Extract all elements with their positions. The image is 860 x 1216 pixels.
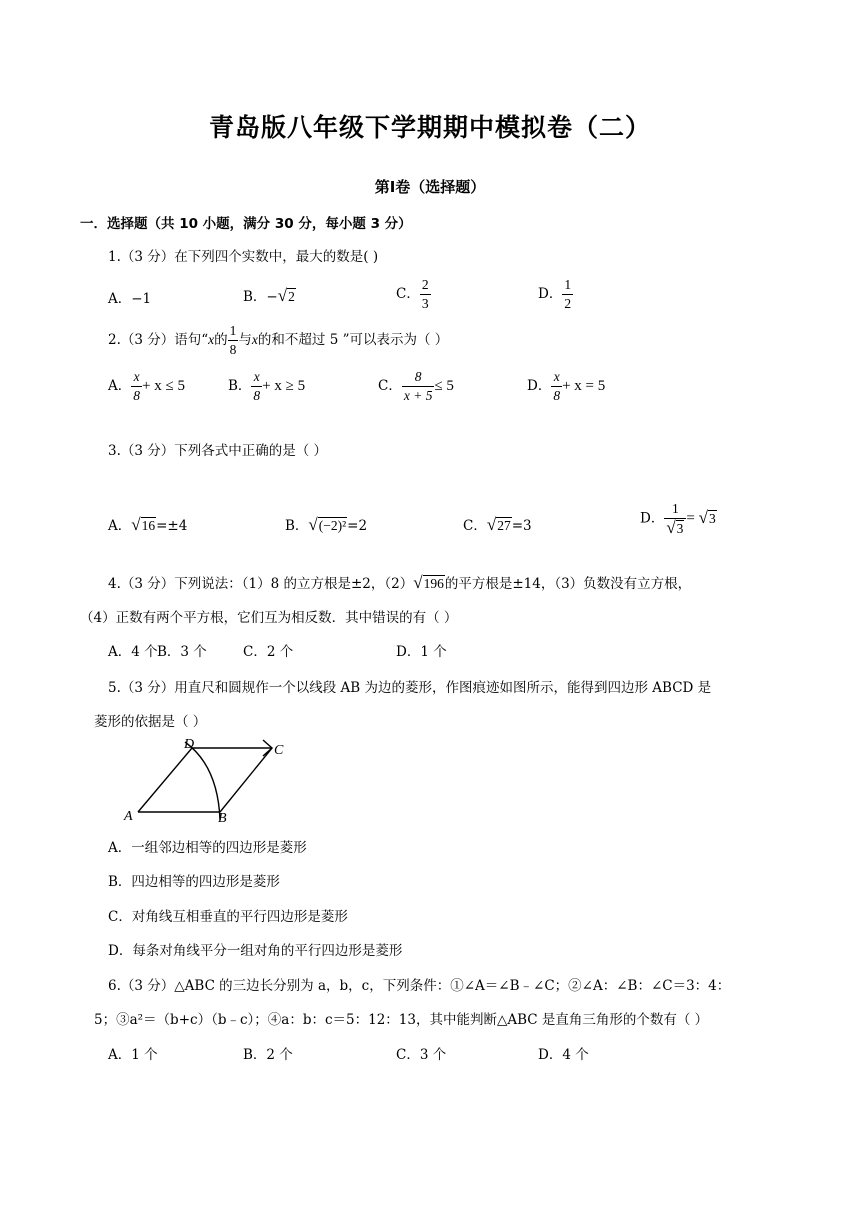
q3-option-c: C．√27=3 xyxy=(463,515,532,534)
label-c: C xyxy=(274,743,284,758)
q1-option-c: C． $\frac{2}{3}$ xyxy=(396,277,429,311)
segment-ad xyxy=(138,748,192,812)
q1-option-a: A．−1 xyxy=(108,291,152,307)
q5-line2: 菱形的依据是（ ） xyxy=(94,714,207,730)
q3-stem: 3.（3 分）下列各式中正确的是（ ） xyxy=(108,443,328,459)
q1-option-d: D． $\frac{1}{2}$ xyxy=(538,277,572,311)
segment-bc xyxy=(220,748,272,812)
q4-option-b: B．3 个 xyxy=(157,644,207,660)
q2-option-d: D． $\frac{x}{8}$ + x = 5 xyxy=(527,369,606,403)
q2-option-b: B． $\frac{x}{8}$ + x ≥ 5 xyxy=(228,369,306,403)
q4-option-d: D．1 个 xyxy=(396,644,447,660)
label-a: A xyxy=(124,809,133,824)
q6-line2: 5；③a²＝（b+c）（b﹣c）；④a：b：c＝5：12：13，其中能判断△ABC 是直角三角形的个数有（ ） xyxy=(94,1012,709,1028)
compass-arc-bd xyxy=(185,742,220,820)
q1-option-b: B．−√2 xyxy=(243,286,295,305)
q3-option-b: B．√(−2)²=2 xyxy=(285,515,368,534)
rhombus-construction-figure xyxy=(120,736,290,826)
q3-option-a: A．√16=±4 xyxy=(108,515,188,534)
label-d: D xyxy=(184,737,195,752)
q5-option-b: B．四边相等的四边形是菱形 xyxy=(108,874,280,890)
q1-stem: 1.（3 分）在下列四个实数中，最大的数是( ) xyxy=(108,249,379,265)
q4-option-c: C．2 个 xyxy=(243,644,294,660)
q4-line1: 4.（3 分）下列说法：（1）8 的立方根是±2，（2）√196的平方根是±14，（3）负数没有立方根， xyxy=(108,573,692,592)
q4-option-a: A．4 个 xyxy=(108,644,158,660)
q5-line1: 5.（3 分）用直尺和圆规作一个以线段 AB 为边的菱形，作图痕迹如图所示，能得到四边形 ABCD 是 xyxy=(108,680,712,696)
q2-option-c: C． $\frac{8}{x + 5}$ ≤ 5 xyxy=(378,369,454,403)
q5-option-d: D．每条对角线平分一组对角的平行四边形是菱形 xyxy=(108,943,403,959)
volume-label: 第Ⅰ卷（选择题） xyxy=(374,178,486,196)
label-b: B xyxy=(218,811,227,826)
q6-option-a: A．1 个 xyxy=(108,1047,158,1063)
q2-option-a: A． $\frac{x}{8}$ + x ≤ 5 xyxy=(108,369,185,403)
q6-option-c: C．3 个 xyxy=(396,1047,447,1063)
q6-option-d: D．4 个 xyxy=(538,1047,589,1063)
page-title: 青岛版八年级下学期期中模拟卷（二） xyxy=(208,113,651,142)
q6-option-b: B．2 个 xyxy=(243,1047,293,1063)
section-heading: 一．选择题（共 10 小题，满分 30 分，每小题 3 分） xyxy=(80,216,412,232)
q6-line1: 6.（3 分）△ABC 的三边长分别为 a，b，c，下列条件：①∠A＝∠B﹣∠C；②∠A：∠B：∠C＝3：4： xyxy=(108,978,731,994)
q3-option-d: D． $\frac{1}{√3}$ = √3 xyxy=(640,501,716,537)
q4-line2: （4）正数有两个平方根，它们互为相反数．其中错误的有（ ） xyxy=(80,610,458,626)
q5-option-a: A．一组邻边相等的四边形是菱形 xyxy=(108,840,307,856)
q5-option-c: C．对角线互相垂直的平行四边形是菱形 xyxy=(108,909,348,925)
q2-stem: 2.（3 分）语句“x的 $\frac{1}{8}$ 与x的和不超过 5 ”可以表示为（ ） xyxy=(108,323,449,357)
